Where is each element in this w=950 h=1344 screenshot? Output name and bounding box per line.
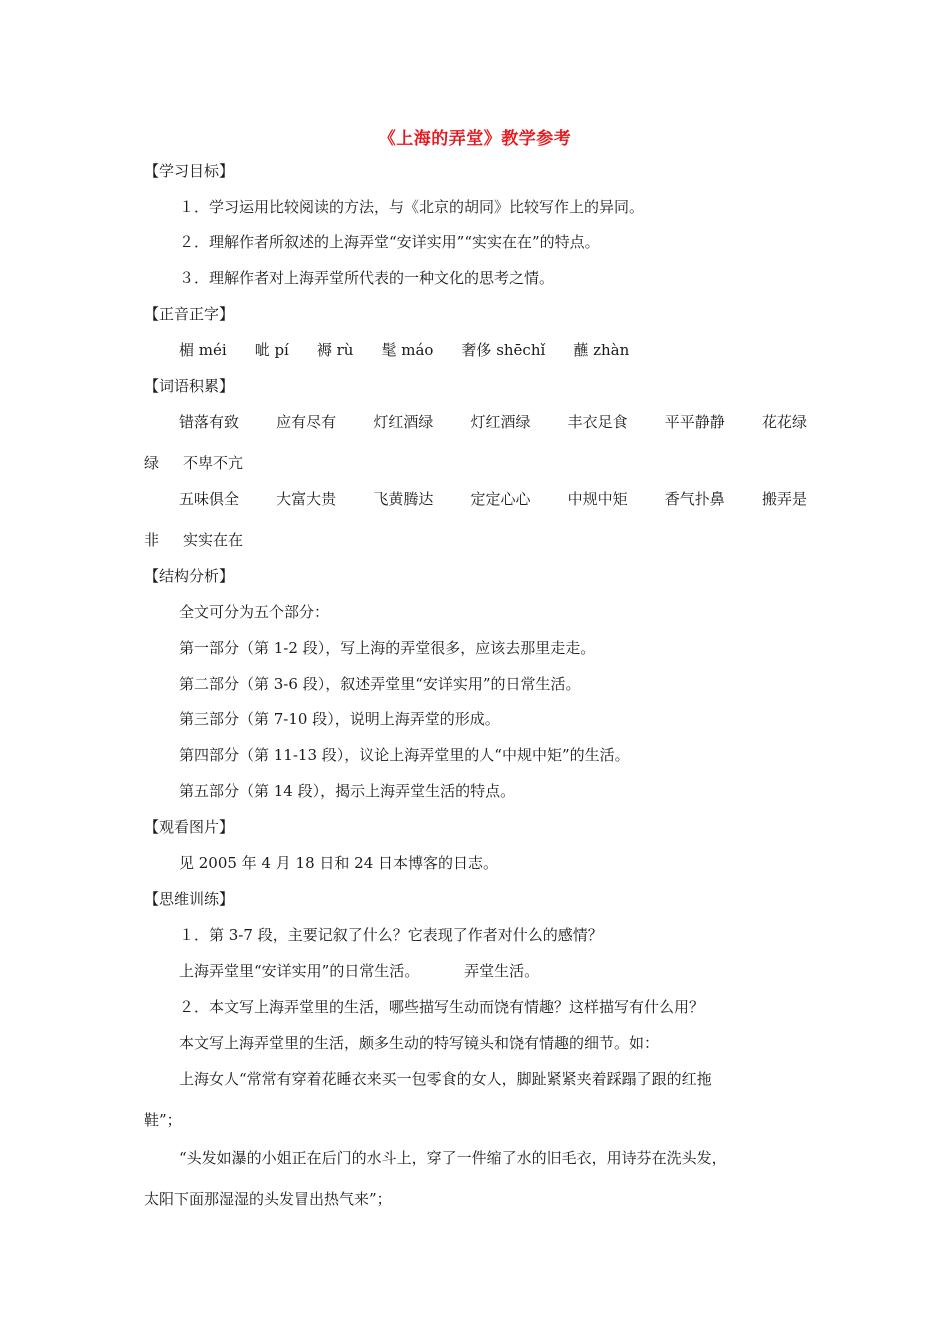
vocabulary-item: 中规中矩 bbox=[567, 490, 628, 508]
vocabulary-item: 实实在在 bbox=[183, 531, 244, 549]
answer-1 bbox=[179, 961, 539, 981]
vocabulary-item: 花花绿 bbox=[761, 413, 807, 431]
vocabulary-item: 应有尽有 bbox=[276, 413, 337, 431]
quote-1: 上海女人“常常有穿着花睡衣来买一包零食的女人，脚趾紧紧夹着踩蹋了跟的红拖 bbox=[179, 1070, 712, 1088]
vocabulary-item: 定定心心 bbox=[470, 490, 531, 508]
pronunciation-list bbox=[179, 340, 657, 360]
pronunciation-item: 髦 máo bbox=[381, 341, 434, 359]
question-2: ２．本文写上海弄堂里的生活，哪些描写生动而饶有情趣？这样描写有什么用？ bbox=[179, 998, 705, 1016]
vocabulary-item: 绿 bbox=[144, 454, 160, 472]
goal-item: １．学习运用比较阅读的方法，与《北京的胡同》比较写作上的异同。 bbox=[179, 198, 645, 216]
answer-1-part: 上海弄堂里“安详实用”的日常生活。 bbox=[179, 962, 420, 980]
vocabulary-item: 非 bbox=[144, 531, 160, 549]
vocabulary-item: 飞黄腾达 bbox=[373, 490, 434, 508]
pronunciation-item: 呲 pí bbox=[254, 341, 289, 359]
structure-intro: 全文可分为五个部分： bbox=[179, 603, 330, 621]
vocabulary-row-continued bbox=[144, 453, 243, 473]
section-heading-thinking: 【思维训练】 bbox=[144, 890, 235, 908]
section-heading-structure: 【结构分析】 bbox=[144, 567, 235, 585]
vocabulary-item: 不卑不亢 bbox=[183, 454, 244, 472]
quote-2: “头发如瀑的小姐正在后门的水斗上，穿了一件缩了水的旧毛衣，用诗芬在洗头发， bbox=[179, 1149, 727, 1167]
vocabulary-item: 搬弄是 bbox=[761, 490, 807, 508]
structure-item: 第一部分（第 1-2 段），写上海的弄堂很多，应该去那里走走。 bbox=[179, 639, 596, 657]
section-heading-vocabulary: 【词语积累】 bbox=[144, 377, 235, 395]
section-heading-pronunciation: 【正音正字】 bbox=[144, 305, 235, 323]
structure-item: 第二部分（第 3-6 段），叙述弄堂里“安详实用”的日常生活。 bbox=[179, 675, 581, 693]
vocabulary-item: 错落有致 bbox=[179, 413, 240, 431]
vocabulary-item: 香气扑鼻 bbox=[664, 490, 725, 508]
answer-1-part: 弄堂生活。 bbox=[464, 962, 540, 980]
question-1: １．第 3-7 段，主要记叙了什么？它表现了作者对什么的感情？ bbox=[179, 926, 603, 944]
quote-2-continued: 太阳下面那湿湿的头发冒出热气来”； bbox=[144, 1190, 392, 1208]
vocabulary-row bbox=[179, 412, 807, 432]
pronunciation-item: 褥 rù bbox=[316, 341, 354, 359]
answer-2: 本文写上海弄堂里的生活，颇多生动的特写镜头和饶有情趣的细节。如： bbox=[179, 1034, 660, 1052]
structure-item: 第三部分（第 7-10 段），说明上海弄堂的形成。 bbox=[179, 710, 500, 728]
pronunciation-item: 蘸 zhàn bbox=[573, 341, 630, 359]
vocabulary-row bbox=[179, 489, 807, 509]
section-heading-goals: 【学习目标】 bbox=[144, 162, 235, 180]
vocabulary-item: 大富大贵 bbox=[276, 490, 337, 508]
goal-item: ２．理解作者所叙述的上海弄堂“安详实用”“实实在在”的特点。 bbox=[179, 233, 600, 251]
vocabulary-item: 五味俱全 bbox=[179, 490, 240, 508]
pictures-text: 见 2005 年 4 月 18 日和 24 日本博客的日志。 bbox=[179, 854, 499, 872]
quote-1-continued: 鞋”； bbox=[144, 1111, 182, 1129]
vocabulary-item: 灯红酒绿 bbox=[373, 413, 434, 431]
section-heading-pictures: 【观看图片】 bbox=[144, 818, 235, 836]
vocabulary-item: 平平静静 bbox=[664, 413, 725, 431]
goal-item: ３．理解作者对上海弄堂所代表的一种文化的思考之情。 bbox=[179, 269, 555, 287]
pronunciation-item: 奢侈 shēchǐ bbox=[461, 341, 546, 359]
vocabulary-item: 灯红酒绿 bbox=[470, 413, 531, 431]
vocabulary-item: 丰衣足食 bbox=[567, 413, 628, 431]
document-title: 《上海的弄堂》教学参考 bbox=[378, 129, 572, 149]
vocabulary-row-continued bbox=[144, 530, 243, 550]
pronunciation-item: 楣 méi bbox=[179, 341, 227, 359]
structure-item: 第五部分（第 14 段），揭示上海弄堂生活的特点。 bbox=[179, 782, 516, 800]
structure-item: 第四部分（第 11-13 段），议论上海弄堂里的人“中规中矩”的生活。 bbox=[179, 746, 630, 764]
